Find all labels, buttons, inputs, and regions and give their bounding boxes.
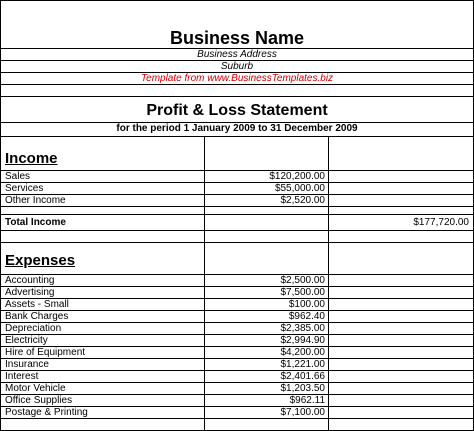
grid-line <box>0 84 474 85</box>
grid-line <box>0 182 474 183</box>
list-item-amount: $2,401.66 <box>280 371 325 382</box>
list-item-label: Depreciation <box>5 323 62 334</box>
grid-line <box>0 274 474 275</box>
grid-line <box>0 230 474 231</box>
list-item-amount: $2,500.00 <box>280 275 325 286</box>
grid-line <box>0 418 474 419</box>
grid-line <box>0 370 474 371</box>
expenses-heading: Expenses <box>5 252 76 269</box>
income-heading: Income <box>5 150 58 167</box>
list-item-label: Services <box>5 183 44 194</box>
template-credit-link[interactable]: Template from www.BusinessTemplates.biz <box>140 73 334 84</box>
grid-line <box>204 136 205 431</box>
grid-line <box>0 334 474 335</box>
list-item-label: Bank Charges <box>5 311 69 322</box>
grid-line <box>0 170 474 171</box>
business-name: Business Name <box>169 28 305 48</box>
list-item-amount: $2,520.00 <box>280 195 325 206</box>
list-item-amount: $100.00 <box>288 299 325 310</box>
list-item-label: Advertising <box>5 287 55 298</box>
statement-title: Profit & Loss Statement <box>146 102 328 119</box>
list-item-label: Hire of Equipment <box>5 347 86 358</box>
list-item-amount: $2,385.00 <box>280 323 325 334</box>
list-item-amount: $1,203.50 <box>280 383 325 394</box>
list-item-amount: $962.11 <box>289 395 325 406</box>
list-item-amount: $4,200.00 <box>280 347 325 358</box>
grid-line <box>0 214 474 215</box>
list-item-label: Assets - Small <box>5 299 69 310</box>
list-item-label: Other Income <box>5 195 66 206</box>
list-item-label: Motor Vehicle <box>5 383 66 394</box>
list-item-amount: $962.40 <box>288 311 325 322</box>
list-item-amount: $7,100.00 <box>280 407 325 418</box>
grid-line <box>0 382 474 383</box>
list-item-label: Office Supplies <box>5 395 73 406</box>
list-item-amount: $55,000.00 <box>274 183 325 194</box>
list-item-label: Sales <box>5 171 31 182</box>
grid-line <box>0 96 474 97</box>
list-item-amount: $7,500.00 <box>280 287 325 298</box>
grid-line <box>0 206 474 207</box>
grid-line <box>0 0 474 1</box>
grid-line <box>0 286 474 287</box>
business-address: Business Address <box>197 49 277 60</box>
suburb: Suburb <box>220 61 254 72</box>
list-item-amount: $2,994.90 <box>280 335 325 346</box>
list-item-label: Insurance <box>5 359 49 370</box>
grid-line <box>328 136 329 431</box>
list-item-amount: $120,200.00 <box>269 171 325 182</box>
grid-line <box>0 136 474 137</box>
grid-line <box>0 298 474 299</box>
grid-line <box>0 358 474 359</box>
grid-line <box>0 310 474 311</box>
list-item-label: Accounting <box>5 275 55 286</box>
grid-line <box>0 194 474 195</box>
grid-line <box>0 322 474 323</box>
list-item-label: Electricity <box>5 335 48 346</box>
list-item-amount: $1,221.00 <box>280 359 325 370</box>
total-income-amount: $177,720.00 <box>413 217 469 228</box>
statement-period: for the period 1 January 2009 to 31 December 2009 <box>116 123 358 134</box>
list-item-label: Interest <box>5 371 39 382</box>
grid-line <box>0 242 474 243</box>
list-item-label: Postage & Printing <box>5 407 88 418</box>
total-income-label: Total Income <box>5 217 66 228</box>
